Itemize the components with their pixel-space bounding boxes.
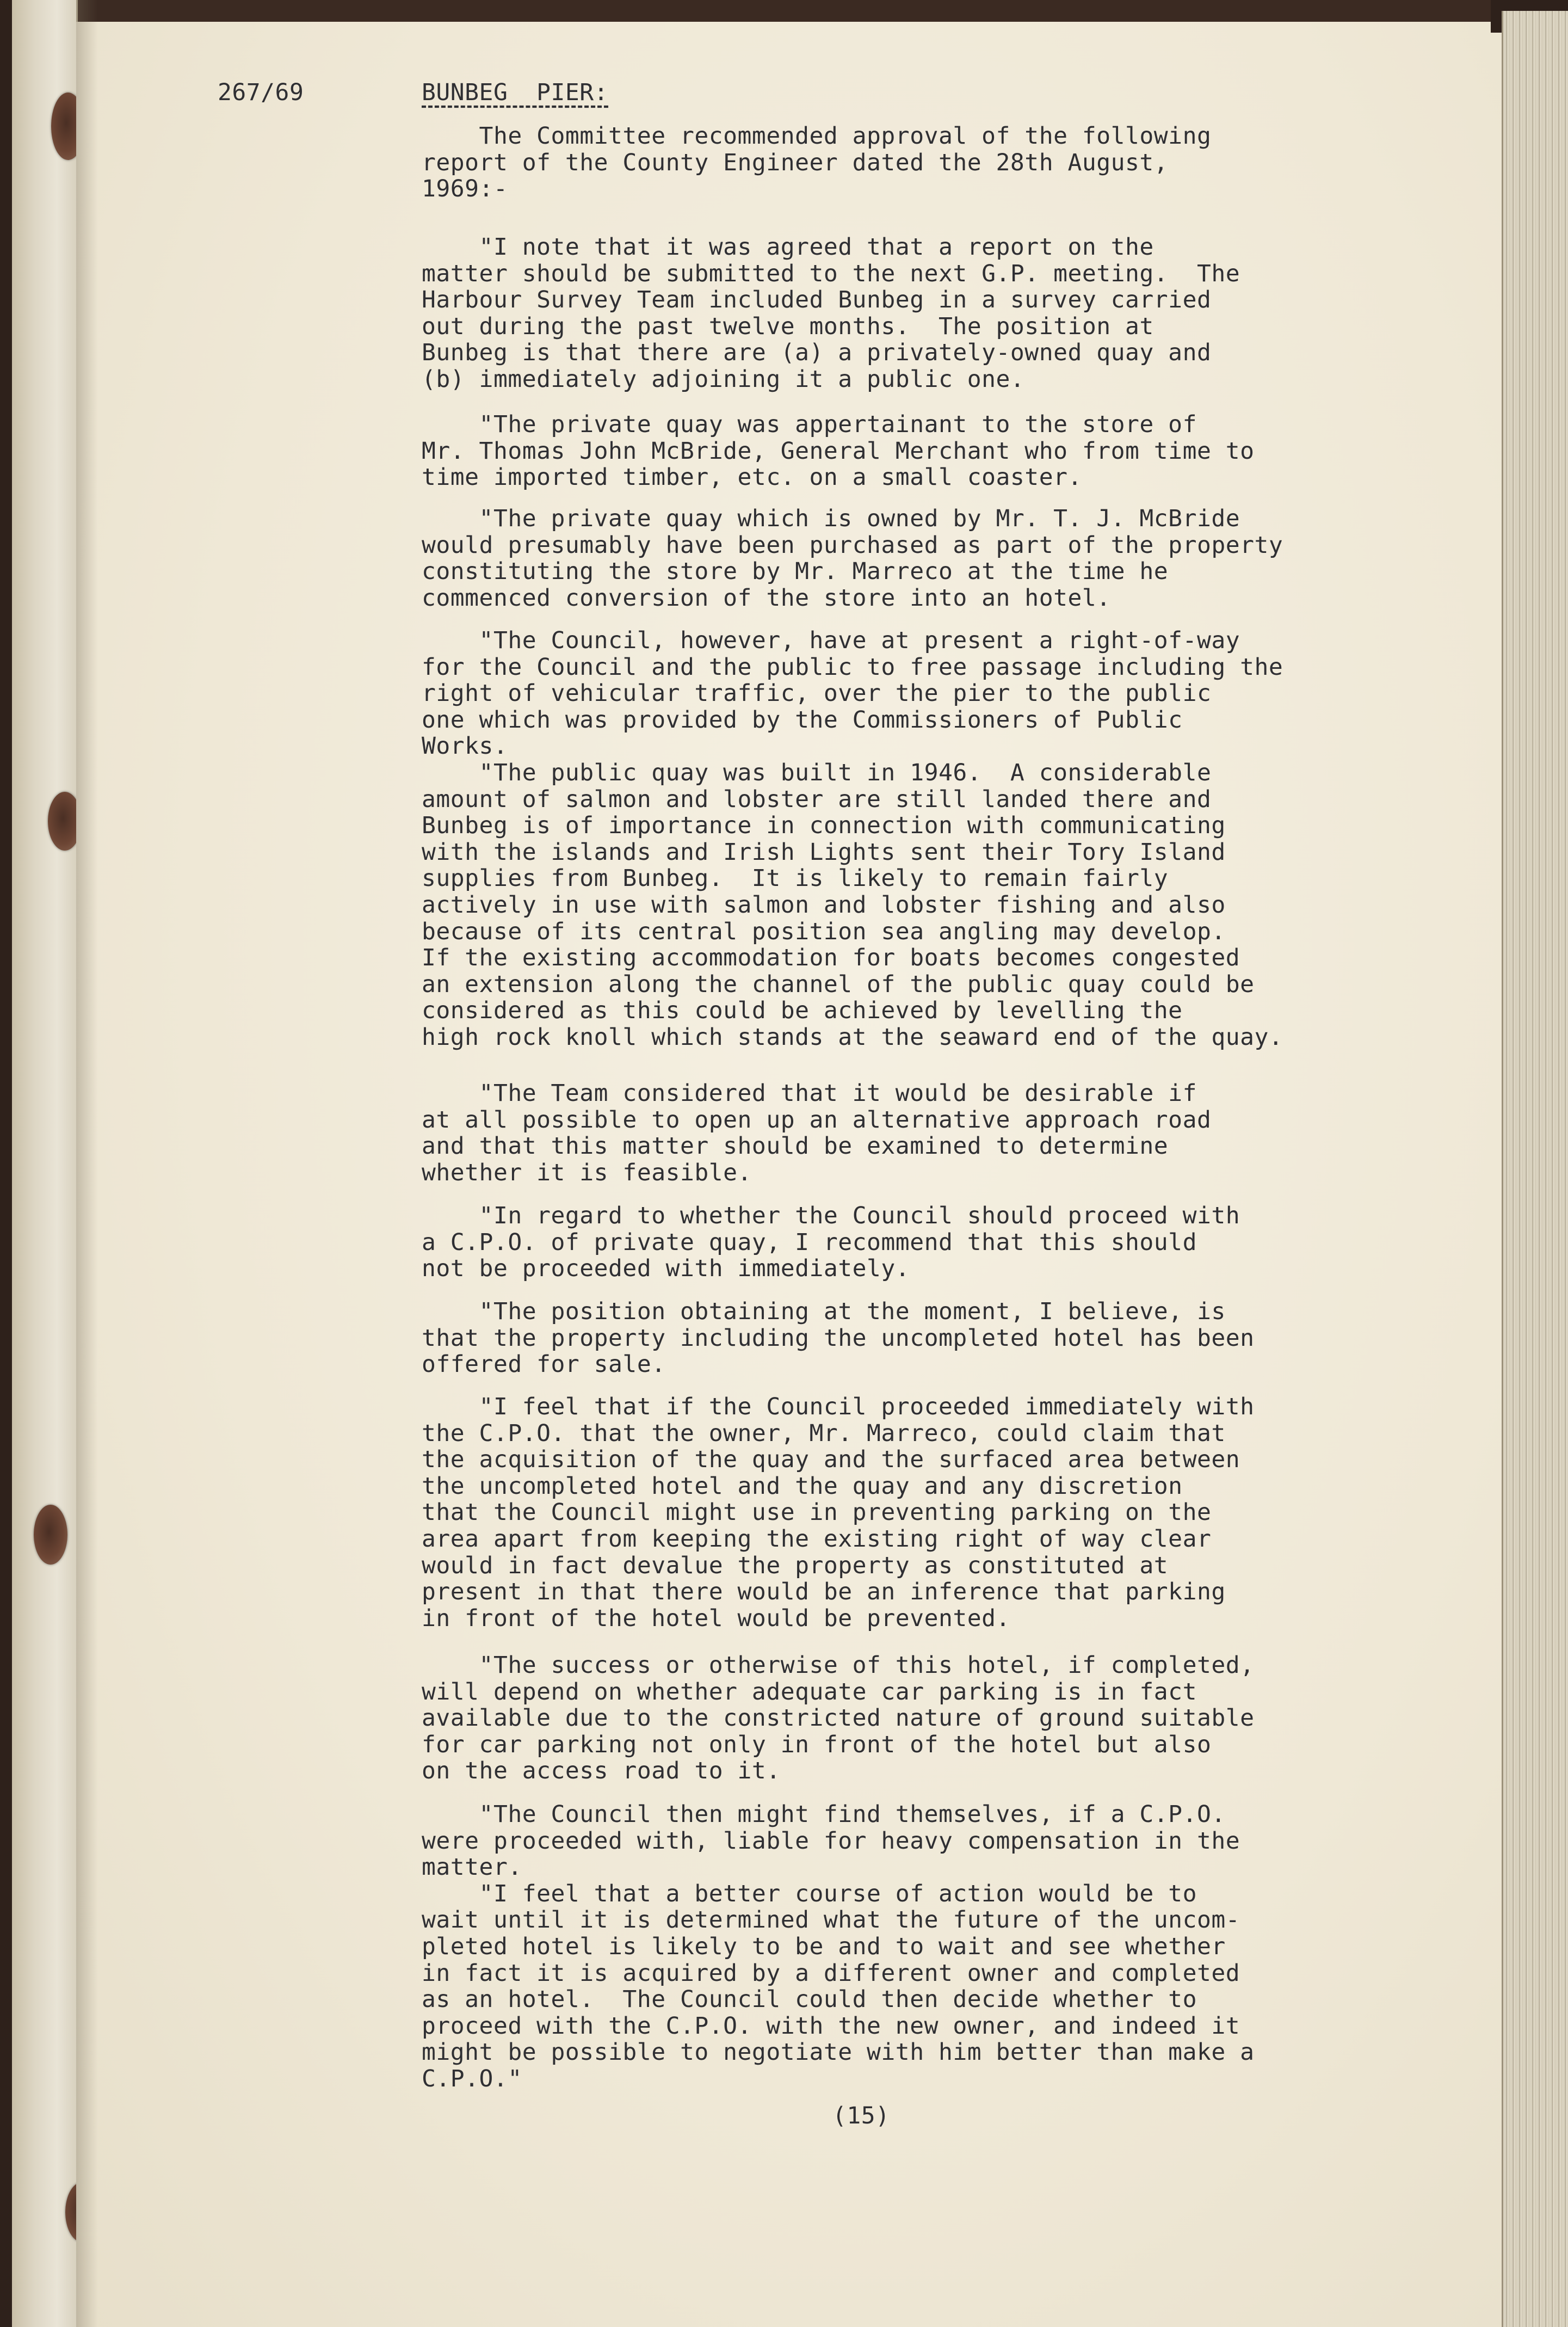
text-line: "The Council then might find themselves, if a C.P.O. [422,1801,1226,1828]
text-line: "The private quay which is owned by Mr. T. J. McBride [422,505,1240,532]
text-line: for the Council and the public to free passage including the [422,653,1283,681]
text-line: pleted hotel is likely to be and to wait and see whether [422,1932,1226,1960]
text-line: will depend on whether adequate car parking is in fact [422,1678,1197,1706]
text-line: constituting the store by Mr. Marreco at the time he [422,558,1169,586]
text-line: "The private quay was appertainant to the store of [422,411,1197,438]
text-line: "In regard to whether the Council should proceed with [422,1202,1240,1229]
text-line: out during the past twelve months. The position at [422,312,1154,340]
text-line: commenced conversion of the store into an hotel. [422,584,1111,612]
text-line: If the existing accommodation for boats becomes congested [422,944,1240,972]
text-line: Bunbeg is that there are (a) a privately-owned quay and [422,339,1212,367]
text-line: the uncompleted hotel and the quay and any discretion [422,1472,1183,1500]
text-line: area apart from keeping the existing right of way clear [422,1525,1212,1553]
paragraph [422,627,1283,1051]
text-line: time imported timber, etc. on a small coaster. [422,464,1082,491]
text-line: (b) immediately adjoining it a public one. [422,365,1025,393]
paragraph [422,1298,1255,1378]
paragraph [422,411,1255,491]
text-line: would presumably have been purchased as part of the property [422,531,1283,559]
text-line: would in fact devalue the property as constituted at [422,1552,1169,1579]
text-line: "I note that it was agreed that a report on the [422,233,1154,261]
text-line: "I feel that a better course of action would be to [422,1880,1197,1907]
text-line: Works. [422,732,508,760]
binder-hole-3 [34,1505,67,1565]
text-line: "The success or otherwise of this hotel, if completed, [422,1652,1255,1679]
text-line: matter. [422,1854,522,1881]
text-line: proceed with the C.P.O. with the new owner, and indeed it [422,2012,1240,2040]
text-line: C.P.O." [422,2065,522,2092]
gutter-shadow [76,0,98,2327]
text-line: amount of salmon and lobster are still landed there and [422,785,1212,813]
paragraph [422,123,1211,202]
paragraph [422,1801,1255,2092]
text-line: report of the County Engineer dated the 28th August, [422,149,1169,176]
paragraph [422,1652,1255,1784]
text-line: available due to the constricted nature of ground suitable [422,1704,1255,1732]
text-line: "The Council, however, have at present a right-of-way [422,627,1240,654]
text-line: whether it is feasible. [422,1159,752,1186]
text-line: present in that there would be an inference that parking [422,1578,1226,1606]
text-line: because of its central position sea angling may develop. [422,918,1226,945]
text-line: high rock knoll which stands at the seaward end of the quay. [422,1023,1283,1051]
text-line: were proceeded with, liable for heavy compensation in the [422,1827,1240,1855]
paragraph [422,506,1283,611]
text-line: 1969:- [422,175,508,203]
text-line: offered for sale. [422,1351,666,1378]
text-line: might be possible to negotiate with him better than make a [422,2039,1255,2066]
text-line: in fact it is acquired by a different owner and completed [422,1959,1240,1987]
text-line: an extension along the channel of the public quay could be [422,970,1255,998]
text-line: right of vehicular traffic, over the pier to the public [422,680,1212,707]
text-line: considered as this could be achieved by levelling the [422,997,1183,1025]
text-line: Mr. Thomas John McBride, General Merchant who from time to [422,437,1255,465]
text-line: The Committee recommended approval of the following [422,122,1212,150]
text-line: the acquisition of the quay and the surfaced area between [422,1446,1240,1474]
text-line: Harbour Survey Team included Bunbeg in a survey carried [422,286,1212,314]
text-line: "The position obtaining at the moment, I believe, is [422,1298,1226,1325]
paragraph [422,1394,1255,1632]
text-line: wait until it is determined what the future of the uncom- [422,1906,1240,1934]
text-line: actively in use with salmon and lobster fishing and also [422,891,1226,919]
text-line: "I feel that if the Council proceeded immediately with [422,1393,1255,1420]
text-line: not be proceeded with immediately. [422,1255,910,1283]
minute-reference: 267/69 [218,79,304,106]
text-line: for car parking not only in front of the hotel but also [422,1731,1212,1758]
paragraph [422,234,1240,393]
text-line: with the islands and Irish Lights sent their Tory Island [422,838,1226,866]
binding-gutter [12,0,78,2327]
text-line: one which was provided by the Commissioners of Public [422,706,1183,734]
text-line: "The Team considered that it would be desirable if [422,1080,1197,1107]
section-heading: BUNBEG PIER: [422,79,609,106]
text-line: on the access road to it. [422,1757,781,1785]
text-line: in front of the hotel would be prevented. [422,1604,1010,1632]
text-line: supplies from Bunbeg. It is likely to remain fairly [422,865,1169,892]
text-line: matter should be submitted to the next G.P. meeting. The [422,260,1240,287]
text-line: as an hotel. The Council could then decide whether to [422,1986,1197,2014]
text-line: that the Council might use in preventing parking on the [422,1499,1212,1526]
paragraph [422,1203,1240,1282]
text-line: and that this matter should be examined to determine [422,1132,1169,1160]
text-line: at all possible to open up an alternative approach road [422,1106,1212,1134]
paragraph [422,1080,1211,1186]
text-line: a C.P.O. of private quay, I recommend that this should [422,1228,1197,1256]
text-line: the C.P.O. that the owner, Mr. Marreco, could claim that [422,1419,1226,1447]
text-line: Bunbeg is of importance in connection with communicating [422,812,1226,840]
text-line: that the property including the uncompleted hotel has been [422,1324,1255,1352]
page-edges [1502,11,1568,2327]
text-line: "The public quay was built in 1946. A considerable [422,759,1212,786]
page-number: (15) [832,2102,890,2129]
